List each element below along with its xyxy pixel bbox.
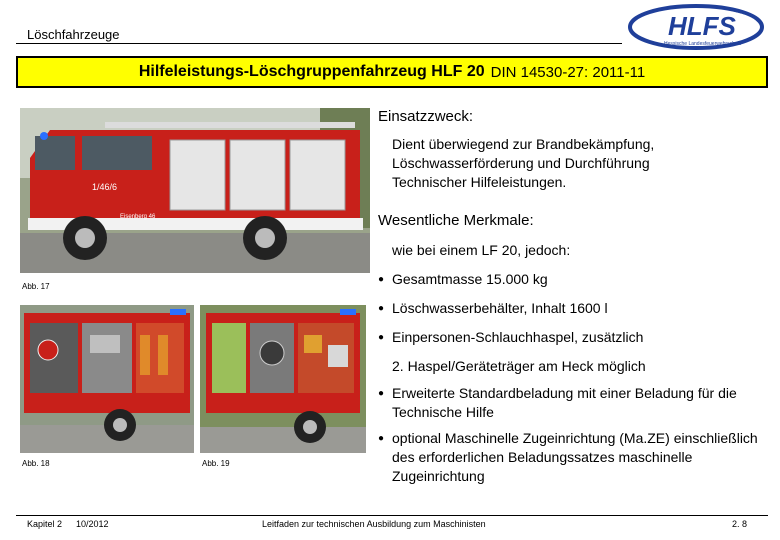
- truck-side-photo: [20, 108, 370, 273]
- feature-item-tank: ● Löschwasserbehälter, Inhalt 1600 l: [378, 300, 608, 316]
- bullet-icon: ●: [378, 274, 385, 285]
- feature-item-hose-reel: ● Einpersonen-Schlauchhaspel, zusätzlich: [378, 329, 644, 345]
- feature-item-winch: ● optional Maschinelle Zugeinrichtung (Ma.ZE) einschließlich des erforderlichen Beladungssatzes maschinelle Zugeinrichtung: [378, 430, 758, 484]
- footer-chapter: Kapitel 2: [27, 519, 63, 529]
- svg-text:Eisenberg 46: Eisenberg 46: [120, 214, 156, 220]
- svg-text:HLFS: HLFS: [668, 11, 736, 41]
- page-number: 2. 8: [732, 519, 748, 529]
- bullet-icon: ●: [378, 433, 385, 444]
- section-title: Löschfahrzeuge: [27, 27, 120, 42]
- purpose-text: Dient überwiegend zur Brandbekämpfung, Löschwasserförderung und Durchführung Technischer Hilfeleistungen.: [392, 136, 655, 190]
- svg-text:1/46/6: 1/46/6: [92, 182, 118, 192]
- svg-text:Hessische Landesfeuerwehrschul: Hessische Landesfeuerwehrschule: [664, 41, 742, 47]
- feature-extra-line: 2. Haspel/Geräteträger am Heck möglich: [392, 358, 646, 374]
- figure-caption-17: Abb. 17: [22, 282, 50, 291]
- bullet-icon: ●: [378, 332, 385, 343]
- bullet-icon: ●: [378, 388, 385, 399]
- truck-equipment-photo-2: [200, 305, 366, 453]
- features-heading: Wesentliche Merkmale:: [378, 212, 534, 229]
- title-main: Hilfeleistungs-Löschgruppenfahrzeug HLF 20: [138, 63, 485, 80]
- feature-item-standard-load: ● Erweiterte Standardbeladung mit einer Beladung für die Technische Hilfe: [378, 385, 737, 420]
- footer-date: 10/2012: [76, 519, 109, 529]
- bullet-icon: ●: [378, 303, 385, 314]
- hlfs-logo: [628, 4, 768, 50]
- figure-caption-19: Abb. 19: [202, 459, 230, 468]
- figure-caption-18: Abb. 18: [22, 459, 50, 468]
- footer-divider: [16, 515, 768, 516]
- header-divider: [16, 43, 622, 44]
- feature-item-mass: ● Gesamtmasse 15.000 kg: [378, 271, 548, 287]
- title-standard: DIN 14530-27: 2011-11: [490, 63, 646, 81]
- title-banner: [16, 56, 768, 88]
- footer-title: Leitfaden zur technischen Ausbildung zum Maschinisten: [262, 519, 486, 529]
- features-intro: wie bei einem LF 20, jedoch:: [392, 242, 571, 258]
- purpose-heading: Einsatzzweck:: [378, 108, 474, 125]
- truck-equipment-photo-1: [20, 305, 194, 453]
